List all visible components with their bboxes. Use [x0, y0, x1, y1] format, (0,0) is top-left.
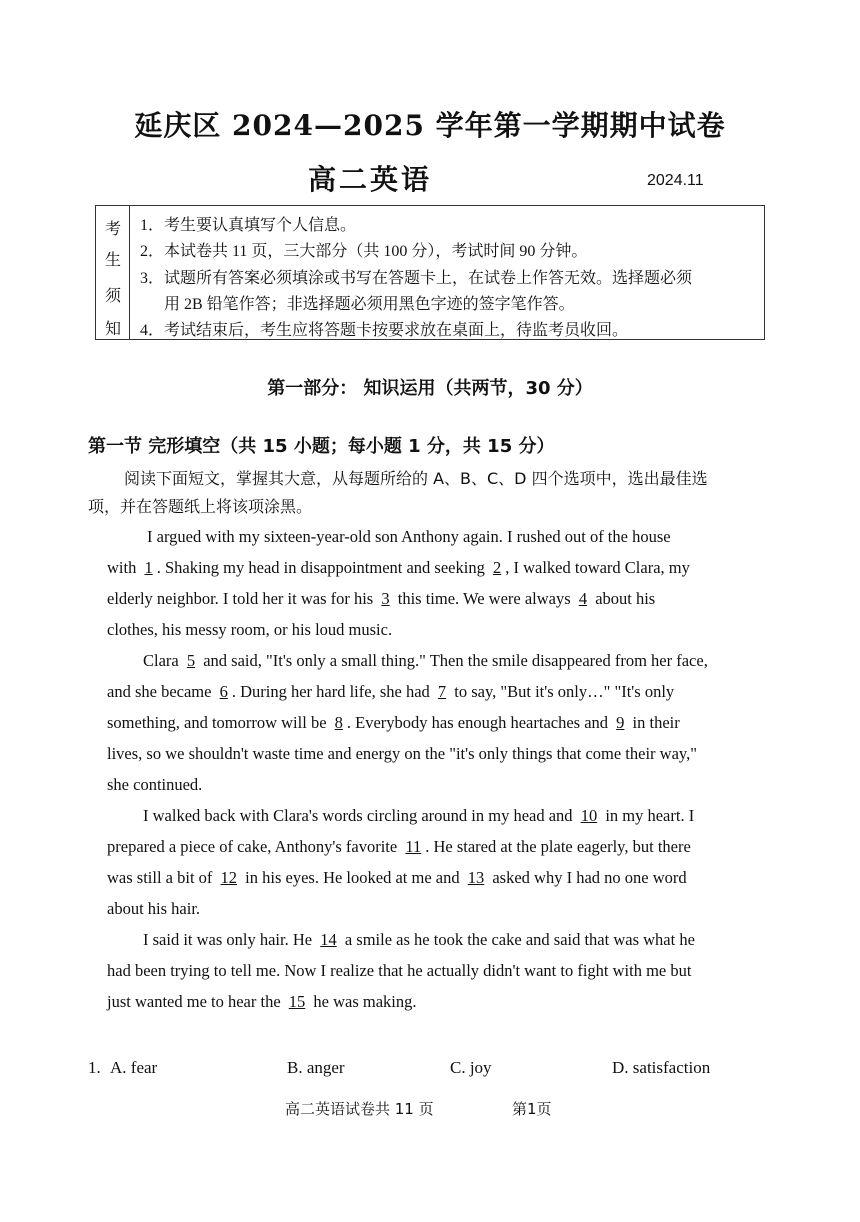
option-a[interactable]: A. fear: [110, 1058, 158, 1077]
blank-8[interactable]: 8: [334, 713, 343, 732]
blank-5[interactable]: 5: [186, 651, 196, 670]
blank-2[interactable]: 2: [492, 558, 502, 577]
blank-14[interactable]: 14: [320, 930, 337, 949]
blank-6[interactable]: 6: [219, 682, 228, 701]
blank-4[interactable]: 4: [578, 589, 588, 608]
option-b[interactable]: B. anger: [287, 1058, 345, 1077]
passage-line: was still a bit of 12 in his eyes. He looked at me and 13 asked why I had no one word: [107, 868, 687, 887]
instruction-line: 项，并在答题纸上将该项涂黑。: [88, 497, 313, 516]
passage-line: lives, so we shouldn't waste time and energy on the "it's only things that come their way,": [107, 744, 697, 763]
blank-10[interactable]: 10: [580, 806, 598, 825]
passage-line: Clara 5 and said, "It's only a small thing." Then the smile disappeared from her face,: [143, 651, 708, 670]
blank-9[interactable]: 9: [616, 713, 625, 732]
notice-side-char: 考: [104, 221, 121, 238]
passage-line: I argued with my sixteen-year-old son Anthony again. I rushed out of the house: [147, 527, 671, 546]
notice-side-char: 生: [104, 252, 121, 269]
candidate-notice-box: [95, 205, 765, 340]
passage-line: with 1 . Shaking my head in disappointment and seeking 2 , I walked toward Clara, my: [107, 558, 690, 577]
passage-line: about his hair.: [107, 899, 201, 918]
exam-date: 2024.11: [647, 172, 704, 189]
exam-subject: 高二英语: [308, 163, 433, 196]
option-c[interactable]: C. joy: [450, 1058, 492, 1077]
blank-1[interactable]: 1: [144, 558, 153, 577]
passage-line: and she became 6 . During her hard life, she had 7 to say, "But it's only…" "It's only: [107, 682, 675, 701]
blank-3[interactable]: 3: [381, 589, 390, 608]
passage-line: she continued.: [107, 775, 203, 794]
footer-page-count: 高二英语试卷共 11 页: [285, 1100, 434, 1118]
notice-item: 3．试题所有答案必须填涂或书写在答题卡上，在试卷上作答无效。选择题必须: [140, 270, 693, 287]
passage-line: clothes, his messy room, or his loud music.: [107, 620, 393, 639]
instruction-line: 阅读下面短文，掌握其大意，从每题所给的 A、B、C、D 四个选项中，选出最佳选: [124, 469, 708, 488]
blank-15[interactable]: 15: [288, 992, 306, 1011]
passage-line: just wanted me to hear the 15 he was making.: [107, 992, 417, 1011]
passage-line: prepared a piece of cake, Anthony's favorite 11 . He stared at the plate eagerly, but there: [107, 837, 691, 856]
blank-7[interactable]: 7: [437, 682, 447, 701]
passage-line: I said it was only hair. He 14 a smile as he took the cake and said that was what he: [143, 930, 695, 949]
section-title: 第一节 完形填空（共 15 小题；每小题 1 分，共 15 分）: [88, 436, 555, 457]
question-number: 1.: [88, 1058, 101, 1077]
notice-item: 2．本试卷共 11 页，三大部分（共 100 分），考试时间 90 分钟。: [140, 243, 588, 260]
part-title: 第一部分： 知识运用（共两节，30 分）: [267, 378, 593, 399]
passage-line: had been trying to tell me. Now I realize that he actually didn't want to fight with me but: [107, 961, 692, 980]
passage-line: something, and tomorrow will be 8 . Everybody has enough heartaches and 9 in their: [107, 713, 680, 732]
blank-13[interactable]: 13: [467, 868, 485, 887]
notice-side-label: [96, 206, 130, 339]
exam-title: 延庆区 2024—2025 学年第一学期期中试卷: [134, 109, 726, 142]
notice-item: 用 2B 铅笔作答；非选择题必须用黑色字迹的签字笔作答。: [164, 296, 575, 313]
passage-line: elderly neighbor. I told her it was for his 3 this time. We were always 4 about his: [107, 589, 656, 608]
option-d[interactable]: D. satisfaction: [612, 1058, 711, 1077]
blank-11[interactable]: 11: [405, 837, 422, 856]
passage-line: I walked back with Clara's words circling around in my head and 10 in my heart. I: [143, 806, 695, 825]
blank-12[interactable]: 12: [220, 868, 238, 887]
notice-item: 4．考试结束后，考生应将答题卡按要求放在桌面上，待监考员收回。: [140, 322, 629, 339]
notice-side-char: 须: [104, 288, 121, 305]
notice-item: 1．考生要认真填写个人信息。: [140, 217, 357, 234]
footer-page-number: 第1页: [512, 1100, 552, 1118]
notice-side-char: 知: [104, 321, 121, 338]
